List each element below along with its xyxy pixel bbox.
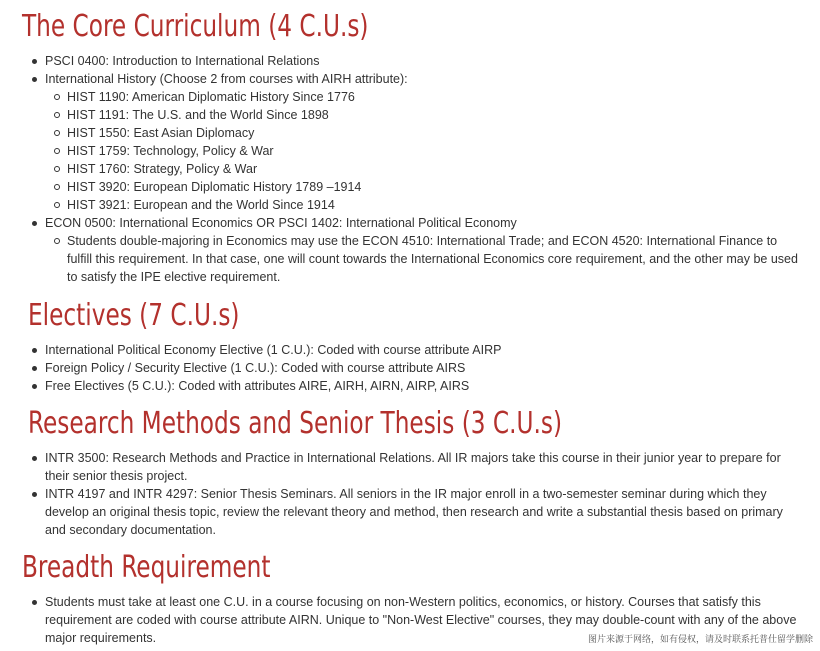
watermark: 图片来源于网络，如有侵权，请及时联系托普仕留学删除 [585,631,816,646]
sublist-item: HIST 1191: The U.S. and the World Since 1898 [45,106,800,124]
section-title-research-methods: Research Methods and Senior Thesis (3 C.U.s) [28,406,563,441]
sublist-item: Students double-majoring in Economics may use the ECON 4510: International Trade; and ECON 4520: International Finance to fulfill this requirement. In that case, one will count towards the International Economics core requirement, and the other may be used to satisfy the IPE elective requirement. [45,232,800,286]
sublist-item: HIST 1190: American Diplomatic History Since 1776 [45,88,800,106]
list-item: Free Electives (5 C.U.): Coded with attributes AIRE, AIRH, AIRN, AIRP, AIRS [0,377,800,395]
core-curriculum-list [0,52,820,286]
econ-note-sublist [45,232,800,286]
list-item: ECON 0500: International Economics OR PSCI 1402: International Political Economy Students double-majoring in Economics may use the ECON 4510: International Trade; and ECON 4520: International Finance to fulfill this requirement. In that case, one will count towards the International Economics core requirement, and the other may be used to satisfy the IPE elective requirement. [0,214,800,286]
list-item: International Political Economy Elective (1 C.U.): Coded with course attribute AIRP [0,341,800,359]
list-item: International History (Choose 2 from courses with AIRH attribute): HIST 1190: American Diplomatic History Since 1776 HIST 1191: The U.S. and the World Since 1898 HIST 1550: East Asian Diplomacy HIST 1759: Technology, Policy & War HIST 1760: Strategy, Policy & War HIST 3920: European Diplomatic History 1789 –1914 HIST 3921: European and the World Since 1914 [0,70,800,214]
sublist-item: HIST 1759: Technology, Policy & War [45,142,800,160]
list-item: INTR 3500: Research Methods and Practice in International Relations. All IR majors take this course in their junior year to prepare for their senior thesis project. [0,449,800,485]
section-title-breadth-requirement: Breadth Requirement [22,550,271,585]
research-methods-list [0,449,820,539]
section-title-core-curriculum: The Core Curriculum (4 C.U.s) [22,9,369,44]
sublist-item: HIST 1550: East Asian Diplomacy [45,124,800,142]
list-item: INTR 4197 and INTR 4297: Senior Thesis Seminars. All seniors in the IR major enroll in a two-semester seminar during which they develop an original thesis topic, review the relevant theory and method, then research and write a substantial thesis based on primary and secondary documentation. [0,485,800,539]
sublist-item: HIST 1760: Strategy, Policy & War [45,160,800,178]
list-item: Students must take at least one C.U. in a course focusing on non-Western politics, economics, or history. Courses that satisfy this requirement are coded with course attribute AIRN. Unique to "Non-West Elective" courses, they may double-count with any of the above major requirements. [0,593,800,647]
section-title-electives: Electives (7 C.U.s) [28,298,240,333]
history-course-sublist [45,88,800,214]
sublist-item: HIST 3920: European Diplomatic History 1789 –1914 [45,178,800,196]
electives-list [0,341,820,395]
list-item: PSCI 0400: Introduction to International Relations [0,52,800,70]
list-item: Foreign Policy / Security Elective (1 C.U.): Coded with course attribute AIRS [0,359,800,377]
sublist-item: HIST 3921: European and the World Since 1914 [45,196,800,214]
